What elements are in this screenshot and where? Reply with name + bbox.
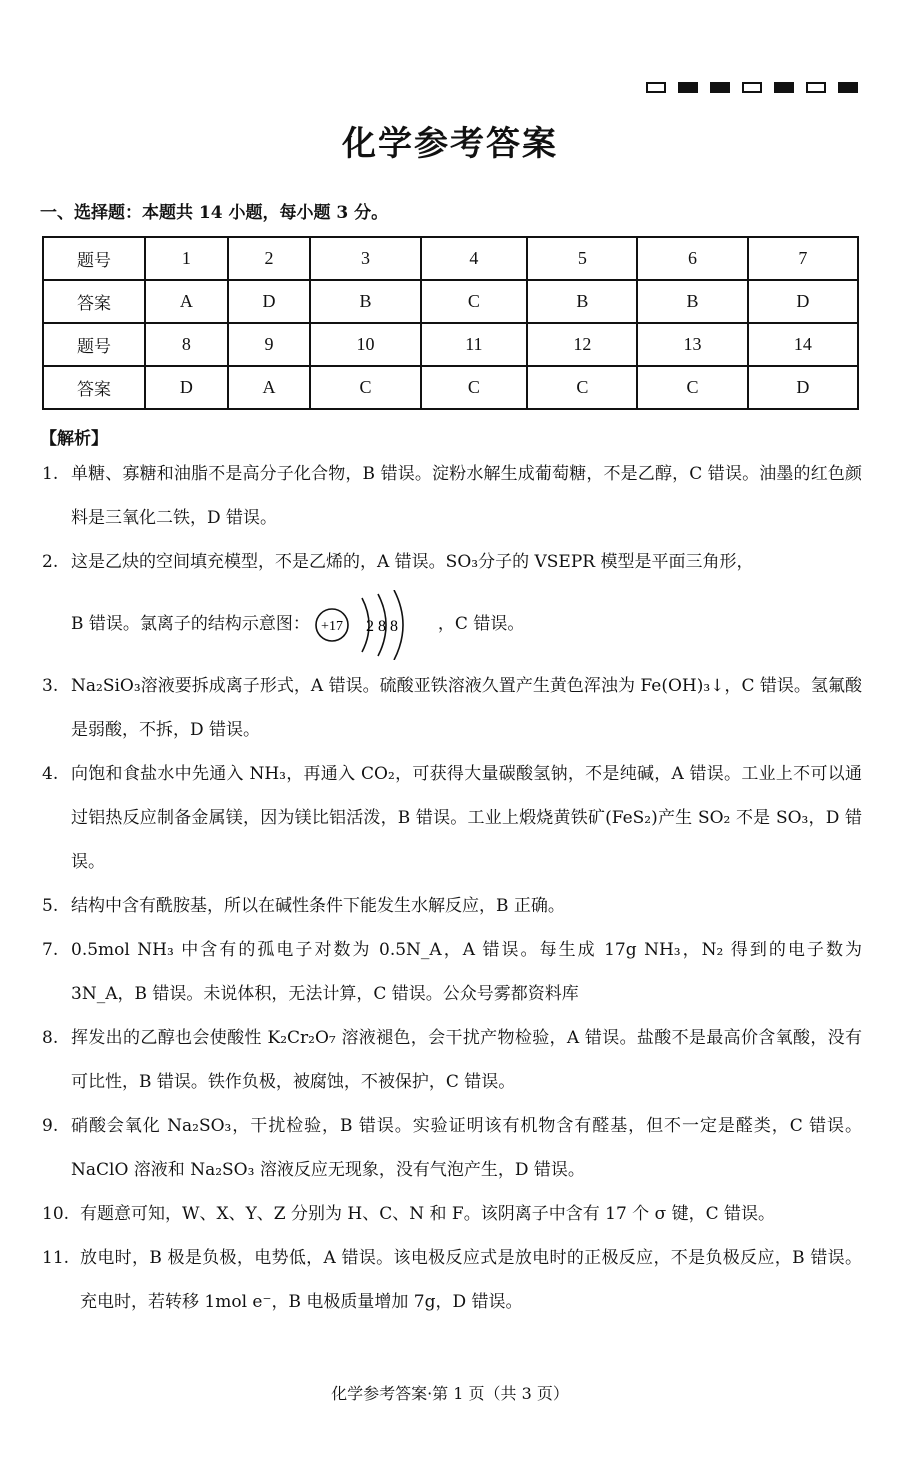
table-cell: C: [421, 366, 528, 409]
analysis-item: [40, 664, 862, 752]
table-cell: 4: [421, 237, 528, 280]
item-text: Na₂SiO₃溶液要拆成离子形式，A 错误。硫酸亚铁溶液久置产生黄色浑浊为 Fe(OH)₃↓，C 错误。氢氟酸是弱酸，不拆，D 错误。: [71, 676, 862, 740]
table-cell: B: [637, 280, 747, 323]
analysis-item: [40, 752, 862, 884]
table-cell: 7: [748, 237, 858, 280]
table-row: [43, 323, 858, 366]
analysis-item: [40, 540, 862, 664]
chloride-ion-structure-diagram: [314, 590, 434, 660]
analysis-item: [40, 928, 862, 1016]
answer-table: [42, 236, 859, 410]
item-number: 3.: [42, 676, 59, 696]
table-row: [43, 237, 858, 280]
table-cell: D: [145, 366, 228, 409]
table-row-label: 题号: [43, 323, 145, 366]
analysis-item: [40, 1016, 862, 1104]
section-heading: 一、选择题：本题共 14 小题，每小题 3 分。: [40, 203, 389, 223]
table-cell: 10: [310, 323, 420, 366]
code-box-empty: [806, 82, 826, 93]
page-code-boxes: [646, 82, 858, 93]
item-number: 10.: [42, 1204, 70, 1224]
table-cell: D: [748, 280, 858, 323]
code-box-filled: [710, 82, 730, 93]
table-cell: 11: [421, 323, 528, 366]
analysis-heading: 【解析】: [40, 429, 108, 449]
table-cell: 2: [228, 237, 311, 280]
table-cell: 1: [145, 237, 228, 280]
item-line: 这是乙炔的空间填充模型，不是乙烯的，A 错误。SO₃分子的 VSEPR 模型是平面三角形，: [71, 552, 754, 572]
table-row-label: 答案: [43, 366, 145, 409]
item-text: 硝酸会氧化 Na₂SO₃，干扰检验，B 错误。实验证明该有机物含有醛基，但不一定是醛类，C 错误。NaClO 溶液和 Na₂SO₃ 溶液反应无现象，没有气泡产生，D 错误。: [71, 1116, 862, 1180]
table-cell: 5: [527, 237, 637, 280]
code-box-filled: [838, 82, 858, 93]
item-text: 挥发出的乙醇也会使酸性 K₂Cr₂O₇ 溶液褪色，会干扰产物检验，A 错误。盐酸不是最高价含氧酸，没有可比性，B 错误。铁作负极，被腐蚀，不被保护，C 错误。: [71, 1028, 862, 1092]
table-cell: 9: [228, 323, 311, 366]
item-number: 7.: [42, 940, 59, 960]
code-box-empty: [742, 82, 762, 93]
item-text: 0.5mol NH₃ 中含有的孤电子对数为 0.5N_A，A 错误。每生成 17g NH₃，N₂ 得到的电子数为 3N_A，B 错误。未说体积，无法计算，C 错误。公众号雾都资料库: [71, 940, 862, 1004]
table-cell: A: [145, 280, 228, 323]
item-text: 有题意可知，W、X、Y、Z 分别为 H、C、N 和 F。该阴离子中含有 17 个 σ 键，C 错误。: [80, 1204, 775, 1224]
table-cell: D: [228, 280, 311, 323]
table-row-label: 答案: [43, 280, 145, 323]
analysis-item: [40, 1192, 862, 1236]
item-line-text: B 错误。氯离子的结构示意图：: [71, 614, 310, 634]
analysis-list: [40, 452, 862, 1324]
table-cell: 3: [310, 237, 420, 280]
item-line-text: ，C 错误。: [437, 614, 525, 634]
item-number: 4.: [42, 764, 59, 784]
table-row-label: 题号: [43, 237, 145, 280]
table-cell: C: [310, 366, 420, 409]
page-footer: 化学参考答案·第 1 页（共 3 页）: [331, 1384, 569, 1403]
item-number: 5.: [42, 896, 59, 916]
item-text: 结构中含有酰胺基，所以在碱性条件下能发生水解反应，B 正确。: [71, 896, 565, 916]
analysis-item: [40, 884, 862, 928]
item-number: 9.: [42, 1116, 59, 1136]
item-text: 向饱和食盐水中先通入 NH₃，再通入 CO₂，可获得大量碳酸氢钠，不是纯碱，A 错误。工业上不可以通过铝热反应制备金属镁，因为镁比铝活泼，B 错误。工业上煅烧黄铁矿(FeS₂)产生 SO₂ 不是 SO₃，D 错误。: [71, 764, 862, 872]
item-number: 2.: [42, 552, 59, 572]
table-cell: B: [310, 280, 420, 323]
nucleus-charge: +17: [320, 618, 343, 634]
table-cell: 14: [748, 323, 858, 366]
item-number: 8.: [42, 1028, 59, 1048]
item-line: [71, 584, 862, 664]
item-text: 单糖、寡糖和油脂不是高分子化合物，B 错误。淀粉水解生成葡萄糖，不是乙醇，C 错误。油墨的红色颜料是三氧化二铁，D 错误。: [71, 464, 862, 528]
code-box-filled: [774, 82, 794, 93]
item-text: [40, 540, 862, 664]
analysis-item: [40, 1236, 862, 1324]
analysis-item: [40, 452, 862, 540]
table-cell: 12: [527, 323, 637, 366]
code-box-empty: [646, 82, 666, 93]
table-row: [43, 366, 858, 409]
code-box-filled: [678, 82, 698, 93]
electron-shells: 2 8 8: [365, 617, 398, 635]
table-cell: B: [527, 280, 637, 323]
table-cell: 6: [637, 237, 747, 280]
table-cell: 13: [637, 323, 747, 366]
atom-structure-icon: [314, 590, 434, 660]
table-cell: C: [637, 366, 747, 409]
table-row: [43, 280, 858, 323]
page-title: 化学参考答案: [342, 124, 558, 164]
table-cell: A: [228, 366, 311, 409]
item-text: 放电时，B 极是负极，电势低，A 错误。该电极反应式是放电时的正极反应，不是负极反应，B 错误。充电时，若转移 1mol e⁻，B 电极质量增加 7g，D 错误。: [80, 1248, 862, 1312]
item-number: 11.: [42, 1248, 70, 1268]
table-cell: 8: [145, 323, 228, 366]
table-cell: D: [748, 366, 858, 409]
analysis-item: [40, 1104, 862, 1192]
table-cell: C: [527, 366, 637, 409]
table-cell: C: [421, 280, 528, 323]
item-number: 1.: [42, 464, 59, 484]
